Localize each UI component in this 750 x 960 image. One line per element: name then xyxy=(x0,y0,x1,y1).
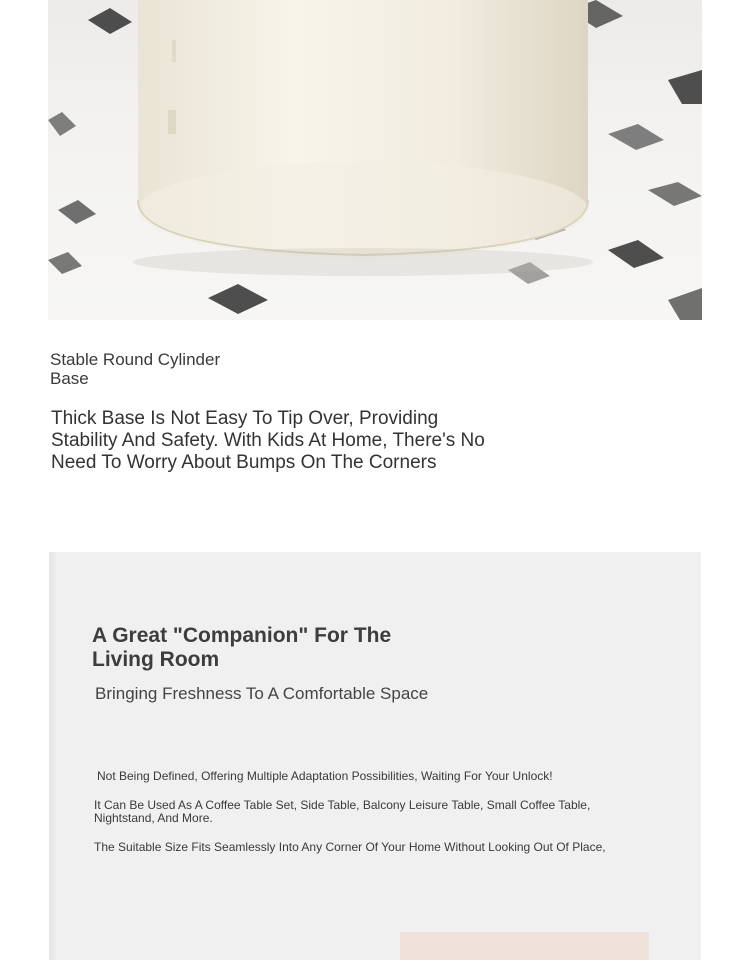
product-photo xyxy=(48,0,702,320)
cylinder-base-image xyxy=(48,0,702,320)
companion-section xyxy=(49,552,701,960)
section-paragraph: The Suitable Size Fits Seamlessly Into Any Corner Of Your Home Without Looking Out Of Place, xyxy=(94,840,606,854)
section-title: A Great "Companion" For The Living Room xyxy=(92,624,392,671)
color-swatch-block xyxy=(400,932,649,960)
section-paragraph: It Can Be Used As A Coffee Table Set, Side Table, Balcony Leisure Table, Small Coffee Table, Nightstand, And More. xyxy=(94,798,591,825)
feature-description: Thick Base Is Not Easy To Tip Over, Providing Stability And Safety. With Kids At Home, There's No Need To Worry About Bumps On The Corners xyxy=(51,408,485,473)
section-paragraph: Not Being Defined, Offering Multiple Adaptation Possibilities, Waiting For Your Unlock! xyxy=(97,769,553,783)
section-subtitle: Bringing Freshness To A Comfortable Space xyxy=(95,684,429,703)
panel-edge-divider xyxy=(49,552,57,960)
feature-title: Stable Round Cylinder Base xyxy=(50,350,221,388)
